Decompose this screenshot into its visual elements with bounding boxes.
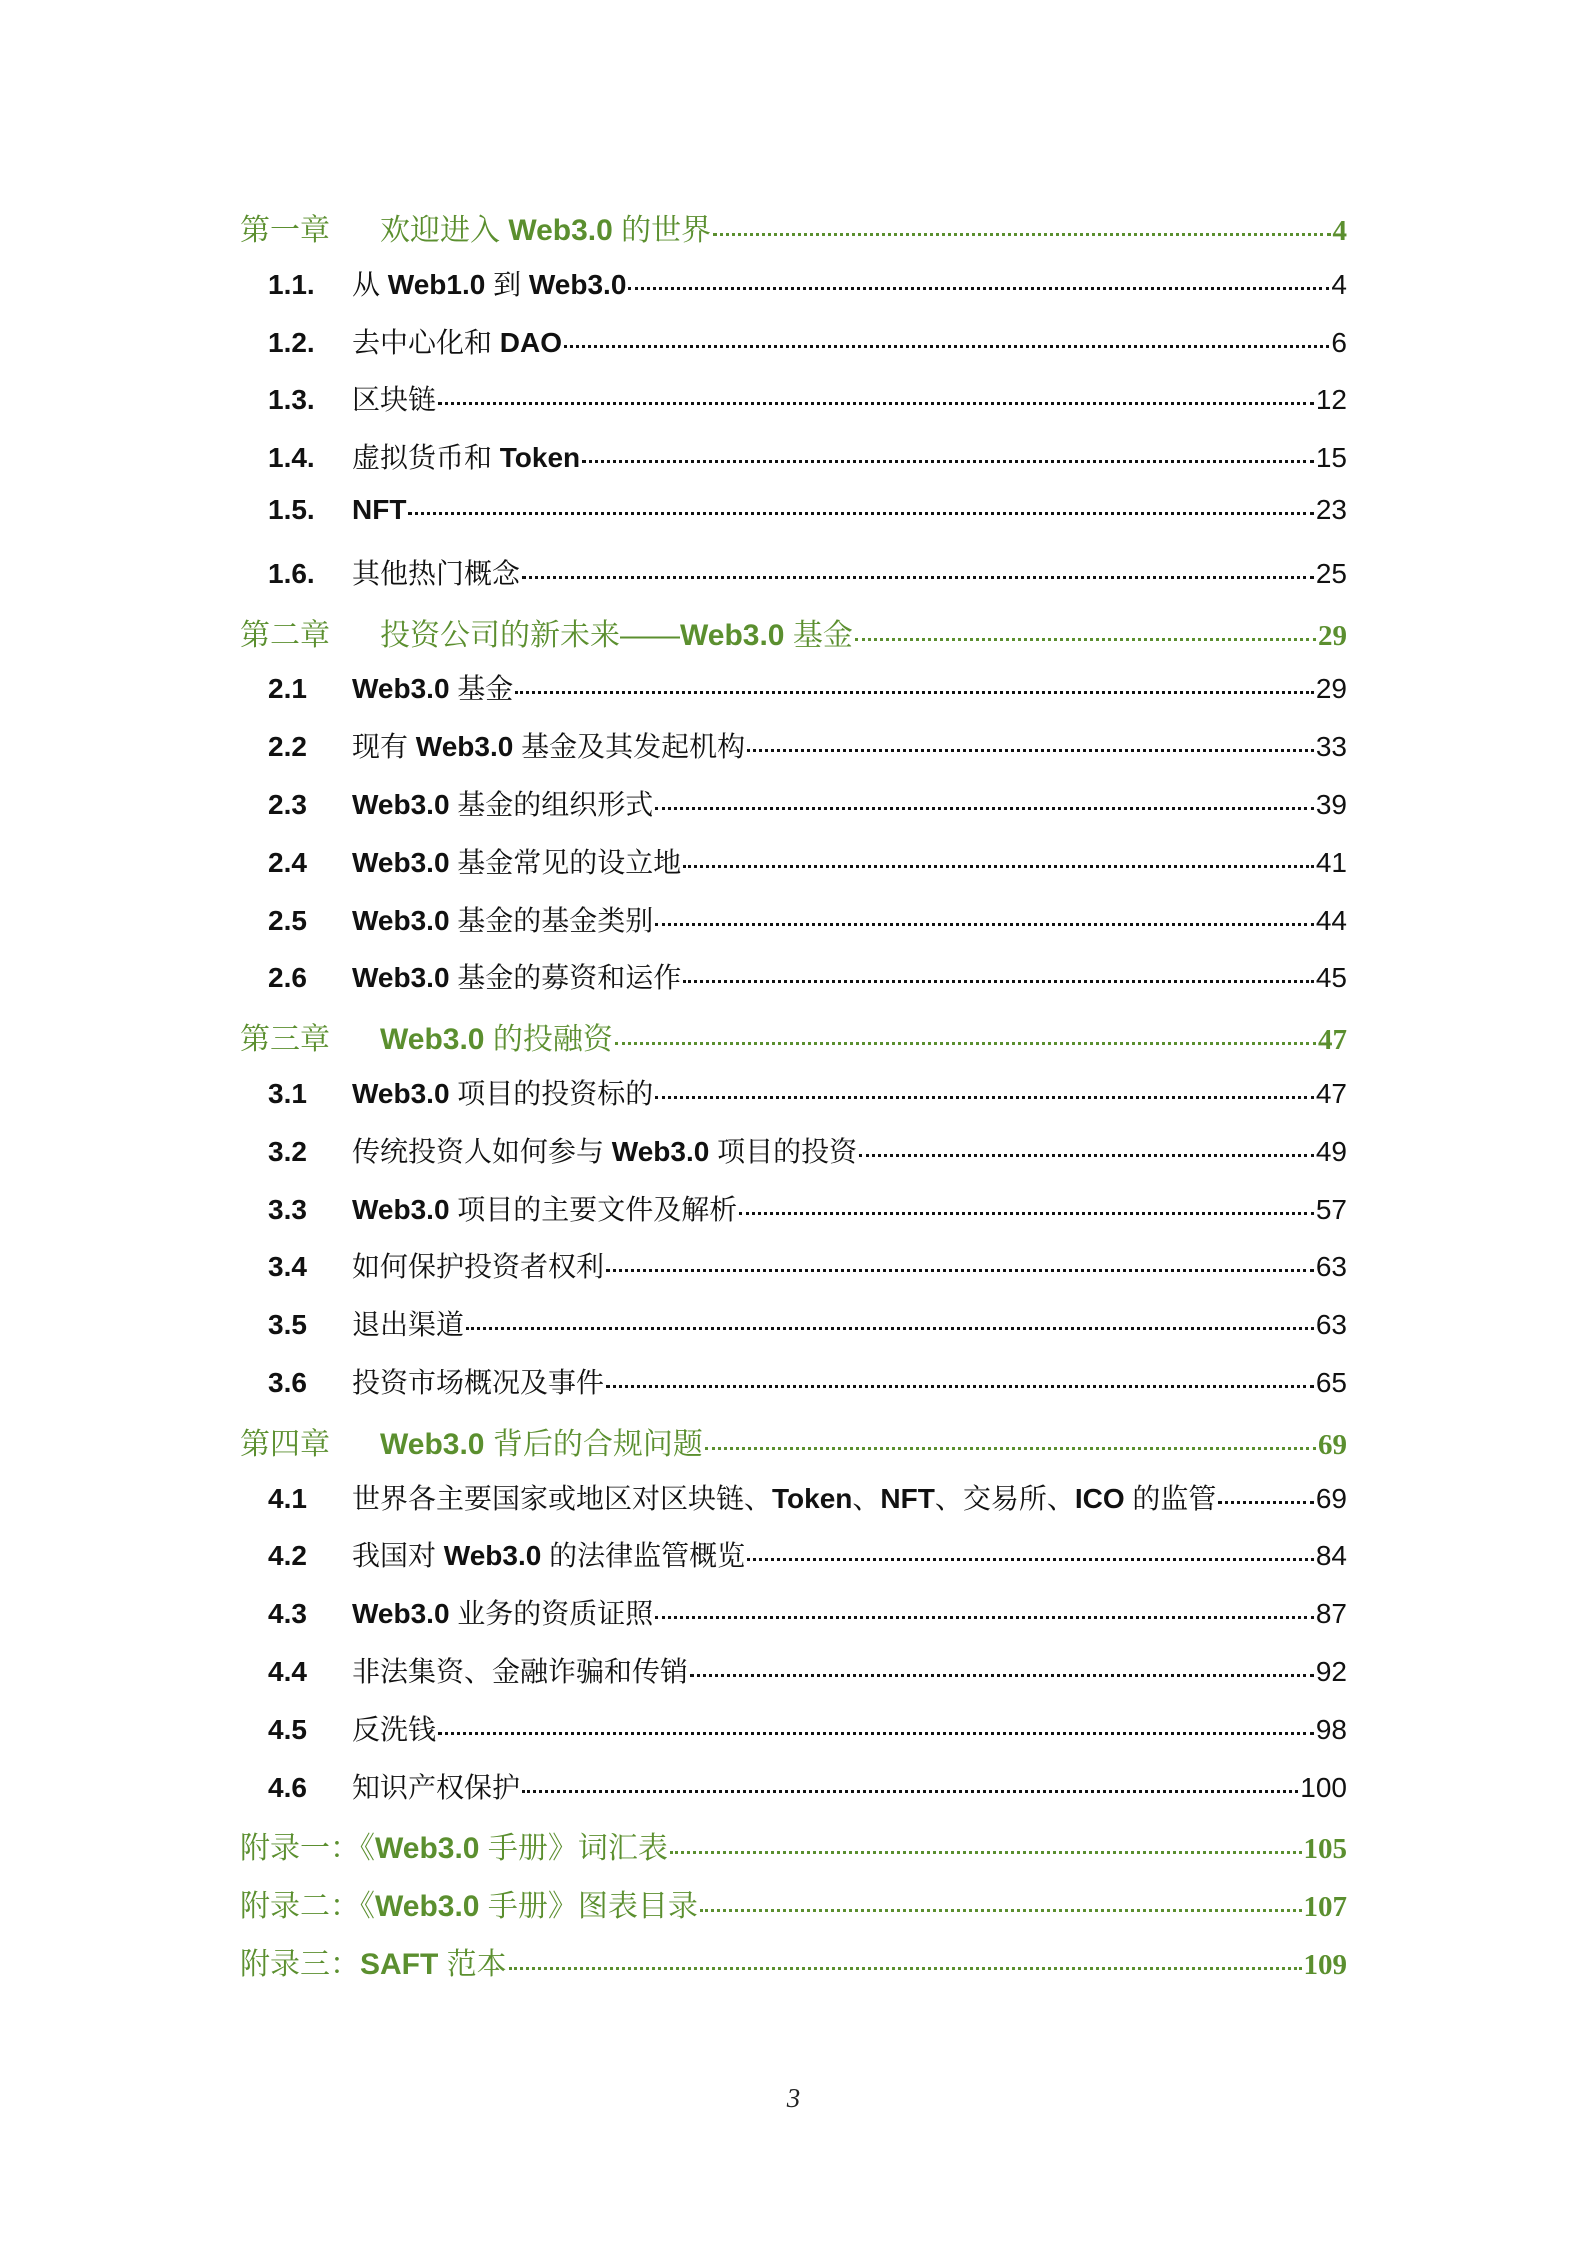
toc-dot-leader [705,1447,1316,1450]
table-of-contents [240,205,1347,1997]
toc-entry-title: Web3.0 基金的组织形式 [352,788,654,820]
toc-dot-leader [606,1269,1314,1272]
toc-dot-leader [564,345,1329,348]
toc-page-number: 69 [1315,1482,1347,1514]
toc-section-entry[interactable] [240,1650,1347,1708]
toc-dot-leader [655,923,1314,926]
toc-section-entry[interactable] [240,1766,1347,1824]
toc-entry-number: 1.4. [268,442,315,474]
toc-page-number: 15 [1315,442,1347,474]
toc-dot-leader [438,402,1314,405]
toc-page-number: 29 [1315,673,1347,705]
toc-entry-title: 去中心化和 DAO [352,326,563,358]
toc-entry-number: 第四章 [240,1427,330,1461]
toc-entry-title: Web3.0 基金的募资和运作 [352,962,682,994]
toc-page-number: 107 [1303,1891,1347,1924]
toc-page-number: 23 [1315,493,1347,525]
toc-section-entry[interactable] [240,1188,1347,1246]
toc-entry-number: 第一章 [240,214,330,247]
toc-dot-leader [582,460,1314,463]
toc-entry-title: Web3.0 项目的主要文件及解析 [352,1193,738,1225]
toc-dot-leader [700,1909,1302,1912]
toc-entry-title: 世界各主要国家或地区对区块链、Token、NFT、交易所、ICO 的监管 [352,1482,1217,1514]
toc-page-number: 100 [1300,1771,1347,1803]
toc-dot-leader [509,1967,1302,1970]
toc-dot-leader [690,1674,1314,1677]
toc-dot-leader [1218,1501,1313,1504]
toc-section-entry[interactable] [240,1072,1347,1130]
toc-entry-title: NFT [352,493,407,525]
toc-page-number: 6 [1331,326,1347,358]
toc-section-entry[interactable] [240,899,1347,957]
toc-entry-number: 3.1 [268,1077,307,1109]
toc-entry-title: 反洗钱 [352,1713,437,1745]
toc-page-number: 69 [1318,1428,1347,1461]
toc-page-number: 47 [1318,1024,1347,1057]
toc-page-number: 45 [1315,962,1347,994]
toc-entry-number: 2.4 [268,846,307,878]
toc-dot-leader [683,980,1314,983]
toc-page-number: 87 [1315,1598,1347,1630]
toc-page-number: 4 [1331,268,1347,300]
toc-dot-leader [747,1558,1314,1561]
toc-entry-number: 2.3 [268,788,307,820]
toc-entry-title: 附录一：《Web3.0 手册》词汇表 [240,1832,668,1866]
toc-section-entry[interactable] [240,1130,1347,1188]
toc-dot-leader [670,1851,1302,1854]
toc-chapter-entry[interactable] [240,1939,1347,1997]
toc-entry-title: Web3.0 基金 [352,673,514,705]
toc-section-entry[interactable] [240,841,1347,899]
toc-dot-leader [683,865,1314,868]
toc-entry-title: 其他热门概念 [352,557,521,589]
toc-entry-title: 附录三：SAFT 范本 [240,1947,507,1981]
toc-entry-number: 3.6 [268,1366,307,1398]
toc-entry-number: 2.5 [268,904,307,936]
toc-page-number: 63 [1315,1309,1347,1341]
toc-entry-title: 投资公司的新未来——Web3.0 基金 [380,618,853,652]
toc-entry-number: 3.5 [268,1309,307,1341]
toc-page-number: 44 [1315,904,1347,936]
toc-entry-number: 3.2 [268,1135,307,1167]
toc-section-entry[interactable] [240,1708,1347,1766]
toc-page-number: 65 [1315,1366,1347,1398]
toc-section-entry[interactable] [240,1534,1347,1592]
toc-entry-title: Web3.0 的投融资 [380,1023,613,1057]
toc-section-entry[interactable] [240,321,1347,379]
toc-section-entry[interactable] [240,1245,1347,1303]
toc-section-entry[interactable] [240,436,1347,494]
toc-dot-leader [522,1790,1298,1793]
toc-section-entry[interactable] [240,1361,1347,1419]
toc-entry-title: Web3.0 基金的基金类别 [352,904,654,936]
toc-dot-leader [655,1096,1314,1099]
toc-entry-number: 第二章 [240,618,330,652]
toc-entry-number: 2.6 [268,962,307,994]
toc-entry-title: 从 Web1.0 到 Web3.0 [352,268,627,300]
toc-entry-number: 3.3 [268,1193,307,1225]
toc-entry-number: 1.6. [268,557,315,589]
toc-page-number: 12 [1315,384,1347,416]
toc-dot-leader [522,576,1314,579]
toc-dot-leader [408,512,1313,515]
toc-entry-number: 1.1. [268,268,315,300]
toc-page-number: 29 [1318,619,1347,652]
toc-entry-title: 虚拟货币和 Token [352,442,581,474]
toc-entry-title: 区块链 [352,384,437,416]
toc-section-entry[interactable] [240,552,1347,610]
toc-entry-title: 非法集资、金融诈骗和传销 [352,1655,689,1687]
toc-section-entry[interactable] [240,956,1347,1014]
toc-dot-leader [466,1327,1314,1330]
toc-page-number: 98 [1315,1713,1347,1745]
toc-chapter-entry[interactable] [240,1881,1347,1939]
toc-entry-title: 退出渠道 [352,1309,465,1341]
toc-entry-number: 3.4 [268,1251,307,1283]
toc-dot-leader [615,1042,1316,1045]
toc-dot-leader [747,749,1314,752]
toc-entry-title: 传统投资人如何参与 Web3.0 项目的投资 [352,1135,858,1167]
toc-dot-leader [606,1385,1314,1388]
toc-entry-number: 2.2 [268,731,307,763]
toc-page-number: 41 [1315,846,1347,878]
toc-section-entry[interactable] [240,494,1347,552]
toc-chapter-entry[interactable] [240,1014,1347,1072]
toc-entry-number: 4.6 [268,1771,307,1803]
toc-section-entry[interactable] [240,783,1347,841]
toc-entry-title: 投资市场概况及事件 [352,1366,605,1398]
toc-entry-title: Web3.0 基金常见的设立地 [352,846,682,878]
toc-entry-title: 知识产权保护 [352,1771,521,1803]
toc-entry-number: 4.3 [268,1598,307,1630]
toc-page-number: 84 [1315,1540,1347,1572]
toc-page-number: 49 [1315,1135,1347,1167]
toc-section-entry[interactable] [240,263,1347,321]
toc-entry-number: 1.5. [268,493,315,525]
toc-entry-number: 1.2. [268,326,315,358]
toc-dot-leader [855,638,1316,641]
toc-dot-leader [628,287,1329,290]
toc-section-entry[interactable] [240,725,1347,783]
toc-dot-leader [655,1616,1314,1619]
toc-entry-title: Web3.0 背后的合规问题 [380,1427,703,1461]
toc-page-number: 92 [1315,1655,1347,1687]
toc-entry-title: 我国对 Web3.0 的法律监管概览 [352,1540,746,1572]
toc-chapter-entry[interactable] [240,1823,1347,1881]
toc-section-entry[interactable] [240,1303,1347,1361]
toc-dot-leader [515,691,1314,694]
toc-entry-title: 附录二：《Web3.0 手册》图表目录 [240,1890,698,1924]
toc-page-number: 4 [1332,215,1347,247]
toc-chapter-entry[interactable] [240,205,1347,263]
toc-entry-number: 4.1 [268,1482,307,1514]
toc-page-number: 39 [1315,788,1347,820]
toc-entry-number: 1.3. [268,384,315,416]
toc-entry-title: 现有 Web3.0 基金及其发起机构 [352,731,746,763]
toc-entry-number: 4.5 [268,1713,307,1745]
toc-dot-leader [859,1154,1314,1157]
toc-section-entry[interactable] [240,1477,1347,1535]
toc-entry-title: 欢迎进入 Web3.0 的世界 [380,214,712,247]
page-number: 3 [786,2083,801,2113]
toc-entry-number: 第三章 [240,1023,330,1057]
toc-page-number: 33 [1315,731,1347,763]
toc-page-number: 105 [1303,1833,1347,1866]
toc-entry-title: Web3.0 业务的资质证照 [352,1598,654,1630]
toc-entry-title: Web3.0 项目的投资标的 [352,1077,654,1109]
toc-entry-title: 如何保护投资者权利 [352,1251,605,1283]
toc-chapter-entry[interactable] [240,1419,1347,1477]
toc-page-number: 47 [1315,1077,1347,1109]
toc-section-entry[interactable] [240,378,1347,436]
toc-page-number: 63 [1315,1251,1347,1283]
toc-section-entry[interactable] [240,667,1347,725]
toc-dot-leader [739,1212,1314,1215]
toc-chapter-entry[interactable] [240,610,1347,668]
toc-dot-leader [713,233,1330,236]
toc-page-number: 57 [1315,1193,1347,1225]
toc-page-number: 25 [1315,557,1347,589]
toc-entry-number: 4.4 [268,1655,307,1687]
toc-entry-number: 2.1 [268,673,307,705]
toc-entry-number: 4.2 [268,1540,307,1572]
toc-dot-leader [655,807,1314,810]
toc-section-entry[interactable] [240,1592,1347,1650]
toc-dot-leader [438,1732,1314,1735]
toc-page-number: 109 [1303,1948,1347,1981]
